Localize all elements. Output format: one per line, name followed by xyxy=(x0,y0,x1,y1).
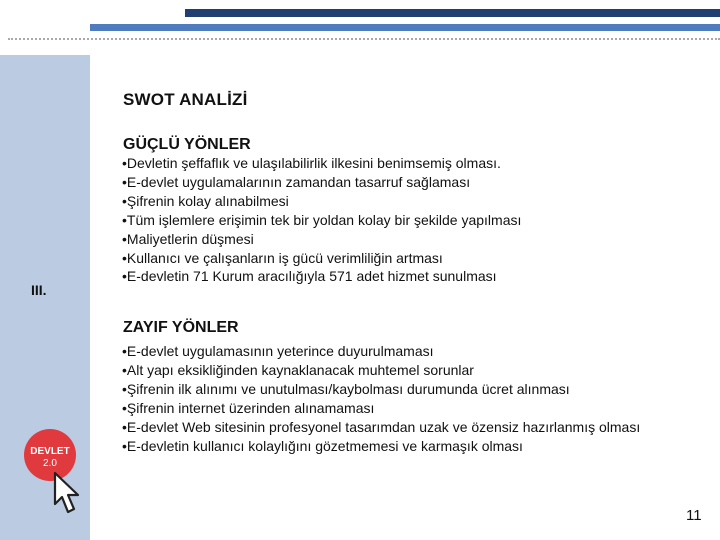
top-accent-bar-light xyxy=(90,24,720,31)
list-item: •E-devlet uygulamalarının zamandan tasarruf sağlaması xyxy=(122,173,471,190)
strengths-heading: GÜÇLÜ YÖNLER xyxy=(123,136,251,153)
list-item: •Şifrenin kolay alınabilmesi xyxy=(122,192,289,209)
list-item: •Şifrenin internet üzerinden alınamaması xyxy=(122,399,375,416)
list-item: •Devletin şeffaflık ve ulaşılabilirlik ilkesini benimsemiş olması. xyxy=(122,155,501,171)
devlet-logo xyxy=(23,428,83,520)
list-item: •E-devletin kullanıcı kolaylığını gözetmemesi ve karmaşık olması xyxy=(122,437,523,454)
logo-text-line1: DEVLET xyxy=(30,446,70,457)
section-number: III. xyxy=(31,282,47,298)
cursor-arrow-icon xyxy=(55,473,78,512)
list-item: •Alt yapı eksikliğinden kaynaklanacak muhtemel sorunlar xyxy=(122,361,474,378)
page-number: 11 xyxy=(686,507,702,524)
list-item: •Tüm işlemlere erişimin tek bir yoldan kolay bir şekilde yapılması xyxy=(122,211,522,228)
slide-title: SWOT ANALİZİ xyxy=(123,90,248,109)
strengths-list xyxy=(122,154,682,286)
logo-text-line2: 2.0 xyxy=(43,458,57,469)
weaknesses-list xyxy=(122,342,682,455)
list-item: •E-devletin 71 Kurum aracılığıyla 571 adet hizmet sunulması xyxy=(122,268,497,285)
list-item: •Kullanıcı ve çalışanların iş gücü verimliliğin artması xyxy=(122,249,443,266)
list-item: •Şifrenin ilk alınımı ve unutulması/kaybolması durumunda ücret alınması xyxy=(122,380,570,397)
dotted-divider xyxy=(8,38,720,40)
top-accent-bar-dark xyxy=(185,9,720,17)
list-item: •E-devlet uygulamasının yeterince duyurulmaması xyxy=(122,343,434,359)
list-item: •Maliyetlerin düşmesi xyxy=(122,230,254,247)
list-item: •E-devlet Web sitesinin profesyonel tasarımdan uzak ve özensiz hazırlanmış olması xyxy=(122,418,641,435)
weaknesses-heading: ZAYIF YÖNLER xyxy=(123,319,239,336)
